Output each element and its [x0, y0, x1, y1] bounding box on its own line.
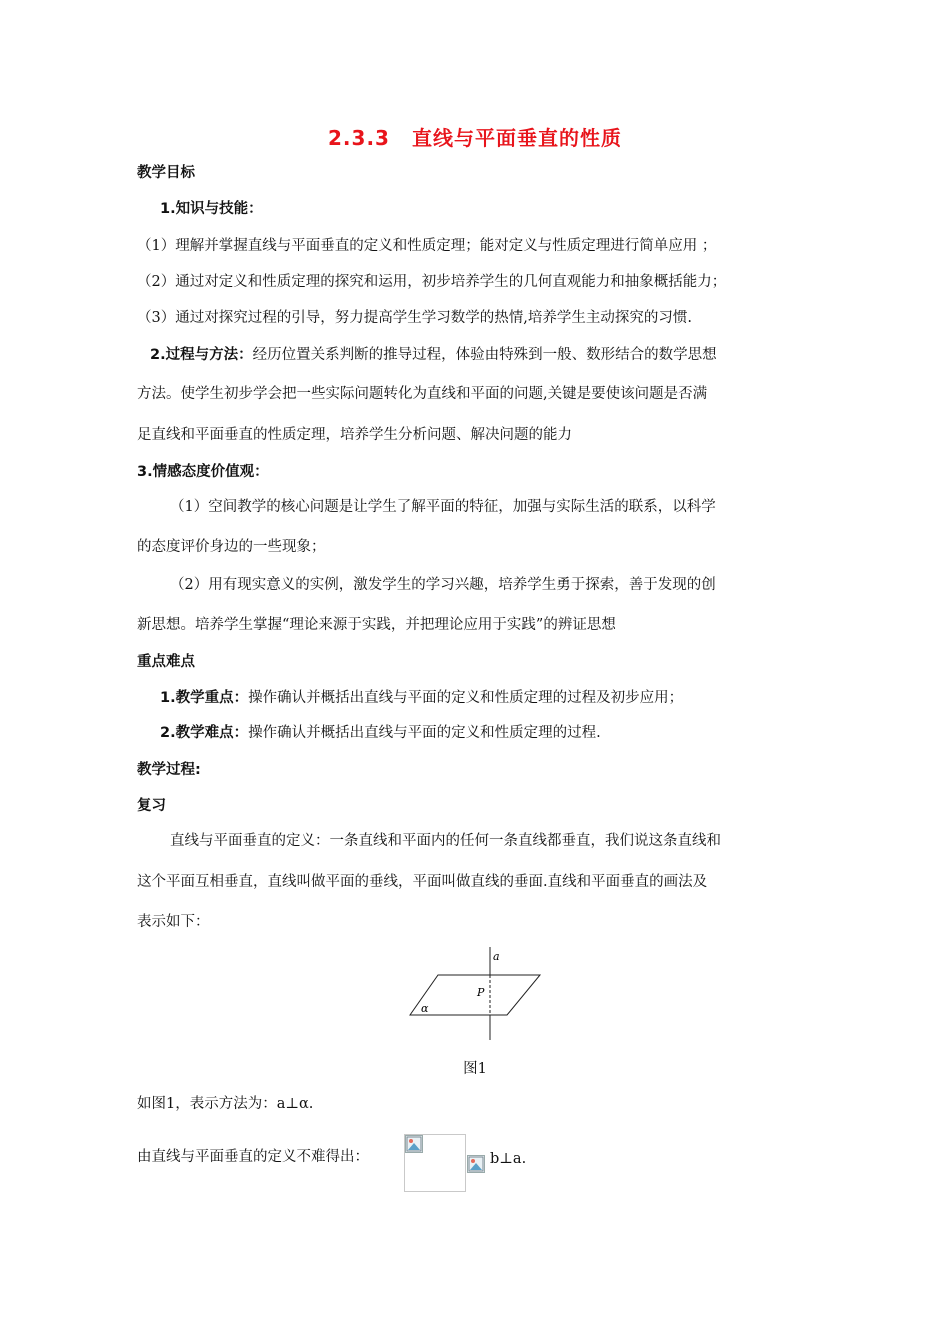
process-line-2: 方法。使学生初步学会把一些实际问题转化为直线和平面的问题,关键是要使该问题是否满	[137, 386, 708, 402]
page-title	[0, 122, 950, 151]
review-line-2: 这个平面互相垂直，直线叫做平面的垂线，平面叫做直线的垂面.直线和平面垂直的画法及	[137, 874, 708, 890]
section-number: 2.3.3	[328, 126, 390, 150]
line-perpendicular-plane-figure	[405, 945, 550, 1045]
emotion-item-2-line-1: （2）用有现实意义的实例，激发学生的学习兴趣，培养学生勇于探索，善于发现的创	[170, 577, 716, 593]
teaching-process-heading: 教学过程:	[137, 762, 201, 778]
key-points-heading: 重点难点	[137, 654, 195, 670]
emotion-item-1-line-1: （1）空间教学的核心问题是让学生了解平面的特征，加强与实际生活的联系，以科学	[170, 499, 716, 515]
process-label: 2.过程与方法：	[150, 347, 253, 363]
image-placeholder	[404, 1134, 466, 1192]
plane-alpha	[410, 975, 540, 1015]
notation-line: 如图1，表示方法为：a⊥α.	[137, 1096, 314, 1112]
emotion-item-1-line-2: 的态度评价身边的一些现象；	[137, 539, 326, 555]
conclusion-suffix: b⊥a.	[490, 1151, 527, 1167]
figure-caption: 图1	[463, 1061, 487, 1077]
line-label: a	[493, 950, 500, 963]
process-text: 经历位置关系判断的推导过程，体验由特殊到一般、数形结合的数学思想	[252, 347, 717, 363]
broken-image-icon	[405, 1135, 423, 1153]
review-heading: 复习	[137, 798, 166, 814]
point-label: P	[477, 986, 485, 999]
review-line-3: 表示如下：	[137, 914, 210, 930]
knowledge-item-1: （1）理解并掌握直线与平面垂直的定义和性质定理；能对定义与性质定理进行简单应用 ；	[137, 238, 717, 254]
emotion-label: 3.情感态度价值观：	[137, 464, 269, 480]
plane-label: α	[421, 1002, 429, 1015]
review-line-1: 直线与平面垂直的定义：一条直线和平面内的任何一条直线都垂直，我们说这条直线和	[170, 833, 721, 849]
process-line-3: 足直线和平面垂直的性质定理，培养学生分析问题、解决问题的能力	[137, 427, 572, 443]
emotion-item-2-line-2: 新思想。培养学生掌握“理论来源于实践，并把理论应用于实践”的辨证思想	[137, 617, 616, 633]
knowledge-item-2: （2）通过对定义和性质定理的探究和运用，初步培养学生的几何直观能力和抽象概括能力；	[137, 274, 727, 290]
focus-line	[160, 688, 683, 708]
focus-label: 1.教学重点：	[160, 690, 249, 706]
broken-image-icon	[467, 1155, 485, 1173]
process-line-1	[150, 345, 717, 365]
section-title: 直线与平面垂直的性质	[411, 126, 622, 150]
objectives-heading: 教学目标	[137, 165, 195, 181]
difficulty-text: 操作确认并概括出直线与平面的定义和性质定理的过程.	[248, 725, 601, 741]
difficulty-label: 2.教学难点：	[160, 725, 249, 741]
focus-text: 操作确认并概括出直线与平面的定义和性质定理的过程及初步应用；	[248, 690, 684, 706]
conclusion-prefix: 由直线与平面垂直的定义不难得出：	[137, 1149, 369, 1165]
knowledge-label: 1.知识与技能：	[160, 201, 263, 217]
knowledge-item-3: （3）通过对探究过程的引导，努力提高学生学习数学的热情,培养学生主动探究的习惯.	[137, 310, 692, 326]
difficulty-line	[160, 723, 601, 743]
